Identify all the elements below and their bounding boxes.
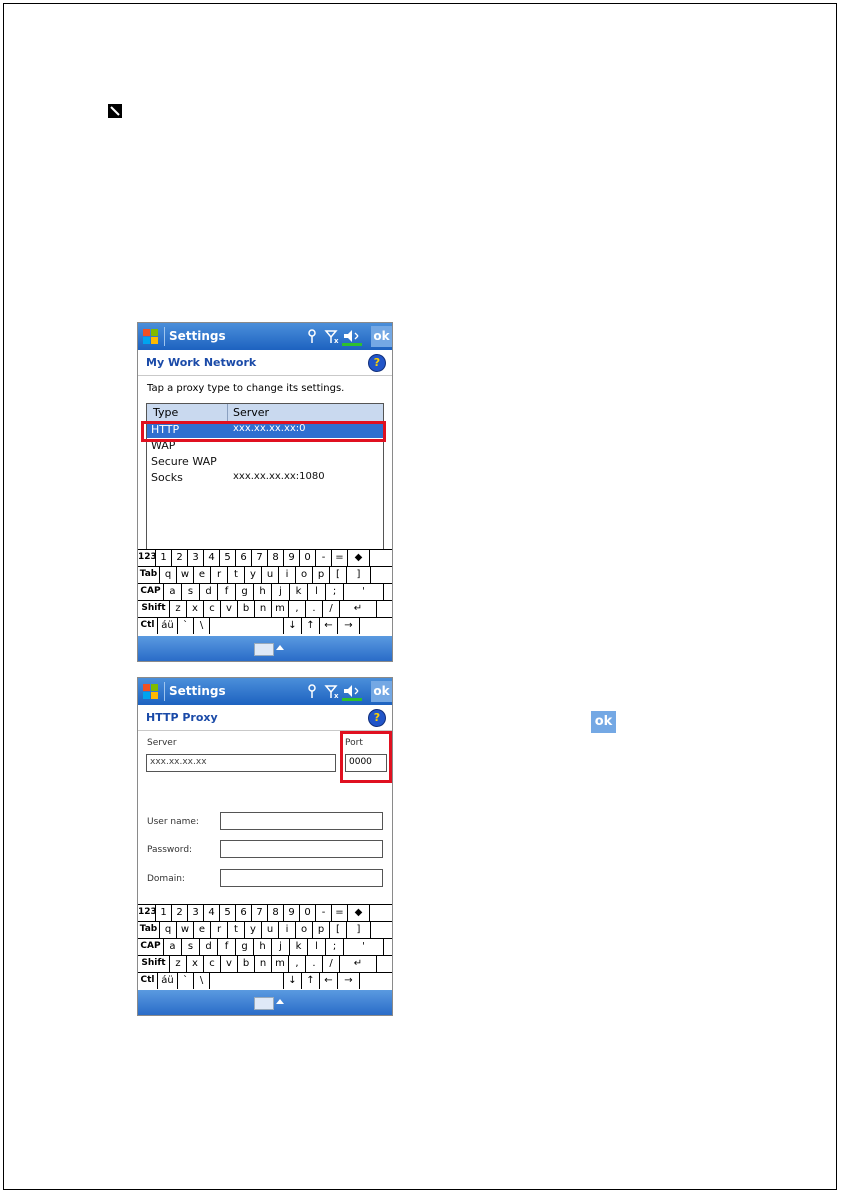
password-label: Password:: [147, 845, 193, 855]
key[interactable]: ': [344, 584, 384, 600]
key[interactable]: 0: [300, 905, 316, 921]
keyboard-row: [138, 955, 392, 972]
list-header: [147, 404, 383, 422]
help-icon[interactable]: ?: [368, 354, 386, 372]
key[interactable]: 5: [220, 905, 236, 921]
key[interactable]: n: [255, 956, 272, 972]
port-label: Port: [345, 738, 363, 748]
key[interactable]: 2: [172, 550, 188, 566]
key[interactable]: w: [177, 922, 194, 938]
key[interactable]: s: [182, 939, 200, 955]
key[interactable]: /: [323, 601, 340, 617]
key[interactable]: =: [332, 905, 348, 921]
key[interactable]: v: [221, 956, 238, 972]
key[interactable]: ←: [320, 618, 338, 634]
key[interactable]: `: [178, 618, 194, 634]
key[interactable]: h: [254, 584, 272, 600]
key[interactable]: ;: [326, 584, 344, 600]
keyboard-icon[interactable]: [254, 997, 274, 1010]
page-title: My Work Network: [146, 356, 257, 369]
key[interactable]: j: [272, 939, 290, 955]
app-title: Settings: [169, 329, 226, 343]
keyboard-row: [138, 583, 392, 600]
key[interactable]: o: [296, 567, 313, 583]
keyboard-row: [138, 904, 392, 921]
menu-bar: [138, 636, 392, 661]
signal-icon[interactable]: [324, 327, 340, 346]
domain-label: Domain:: [147, 874, 185, 884]
app-title: Settings: [169, 684, 226, 698]
key[interactable]: `: [178, 973, 194, 989]
key[interactable]: 5: [220, 550, 236, 566]
key[interactable]: ,: [289, 956, 306, 972]
title-separator: [164, 682, 165, 701]
soft-keyboard: [138, 904, 392, 989]
row-server: xxx.xx.xx.xx:0: [233, 423, 306, 434]
key[interactable]: CAP: [138, 584, 164, 600]
key[interactable]: e: [194, 567, 211, 583]
key[interactable]: /: [323, 956, 340, 972]
key[interactable]: e: [194, 922, 211, 938]
key[interactable]: 6: [236, 905, 252, 921]
title-bar: [138, 678, 392, 705]
key-space[interactable]: [210, 973, 284, 989]
key[interactable]: 123: [138, 550, 156, 566]
svg-text:x: x: [334, 692, 339, 700]
key[interactable]: Ctl: [138, 973, 158, 989]
instruction-text: Tap a proxy type to change its settings.: [147, 383, 345, 394]
key[interactable]: ↵: [340, 601, 377, 617]
key[interactable]: t: [228, 922, 245, 938]
key[interactable]: áü: [158, 973, 178, 989]
row-type: WAP: [151, 439, 176, 452]
key[interactable]: w: [177, 567, 194, 583]
key[interactable]: ◆: [348, 550, 370, 566]
key[interactable]: i: [279, 922, 296, 938]
caret-up-icon[interactable]: [276, 645, 284, 650]
key[interactable]: x: [187, 956, 204, 972]
column-header-type[interactable]: Type: [153, 406, 179, 419]
key[interactable]: q: [160, 922, 177, 938]
key[interactable]: z: [170, 956, 187, 972]
ok-button[interactable]: ok: [371, 681, 392, 702]
key[interactable]: p: [313, 922, 330, 938]
page-border: [3, 3, 837, 1190]
svg-text:x: x: [334, 337, 339, 345]
key[interactable]: u: [262, 567, 279, 583]
key[interactable]: Ctl: [138, 618, 158, 634]
page-header: [138, 350, 392, 376]
row-server: xxx.xx.xx.xx:1080: [233, 471, 325, 482]
key[interactable]: z: [170, 601, 187, 617]
help-icon[interactable]: ?: [368, 709, 386, 727]
key[interactable]: 9: [284, 905, 300, 921]
speaker-icon[interactable]: [342, 327, 364, 346]
row-type: Secure WAP: [151, 455, 217, 468]
key[interactable]: l: [308, 584, 326, 600]
key[interactable]: [: [330, 922, 347, 938]
key[interactable]: =: [332, 550, 348, 566]
server-field[interactable]: xxx.xx.xx.xx: [146, 754, 336, 772]
key[interactable]: Tab: [138, 567, 160, 583]
key[interactable]: r: [211, 567, 228, 583]
username-label: User name:: [147, 817, 199, 827]
key[interactable]: b: [238, 956, 255, 972]
server-label: Server: [147, 738, 177, 748]
key[interactable]: i: [279, 567, 296, 583]
key[interactable]: u: [262, 922, 279, 938]
row-type: HTTP: [151, 423, 180, 436]
key[interactable]: m: [272, 601, 289, 617]
list-item-secure-wap[interactable]: [147, 454, 383, 470]
key[interactable]: y: [245, 922, 262, 938]
key[interactable]: a: [164, 584, 182, 600]
password-field[interactable]: [220, 840, 383, 858]
menu-bar: [138, 990, 392, 1015]
key[interactable]: áü: [158, 618, 178, 634]
key[interactable]: l: [308, 939, 326, 955]
keyboard-row: [138, 938, 392, 955]
highlight-box: [340, 731, 392, 783]
http-proxy-screenshot: [137, 677, 393, 1016]
key[interactable]: ↓: [284, 973, 302, 989]
key[interactable]: \: [194, 618, 210, 634]
key[interactable]: d: [200, 584, 218, 600]
row-type: Socks: [151, 471, 183, 484]
port-field[interactable]: 0000: [345, 754, 387, 772]
key[interactable]: b: [238, 601, 255, 617]
key[interactable]: 4: [204, 550, 220, 566]
highlight-box: [141, 421, 386, 442]
keyboard-row: [138, 921, 392, 938]
key[interactable]: v: [221, 601, 238, 617]
key[interactable]: g: [236, 939, 254, 955]
key[interactable]: x: [187, 601, 204, 617]
key[interactable]: Shift: [138, 601, 170, 617]
key[interactable]: k: [290, 584, 308, 600]
windows-start-icon[interactable]: [141, 327, 161, 346]
ok-button[interactable]: ok: [371, 326, 392, 347]
key[interactable]: t: [228, 567, 245, 583]
key[interactable]: ;: [326, 939, 344, 955]
key[interactable]: \: [194, 973, 210, 989]
key[interactable]: [: [330, 567, 347, 583]
key[interactable]: -: [316, 550, 332, 566]
column-divider: [227, 404, 228, 421]
key[interactable]: r: [211, 922, 228, 938]
keyboard-row: [138, 600, 392, 617]
key[interactable]: n: [255, 601, 272, 617]
username-field[interactable]: [220, 812, 383, 830]
caret-up-icon[interactable]: [276, 999, 284, 1004]
key[interactable]: m: [272, 956, 289, 972]
key[interactable]: s: [182, 584, 200, 600]
key[interactable]: g: [236, 584, 254, 600]
key[interactable]: k: [290, 939, 308, 955]
antenna-icon[interactable]: [306, 682, 318, 701]
page-marker-icon: [108, 104, 122, 118]
key[interactable]: o: [296, 922, 313, 938]
key[interactable]: d: [200, 939, 218, 955]
key[interactable]: 8: [268, 550, 284, 566]
key[interactable]: 9: [284, 550, 300, 566]
key[interactable]: ↵: [340, 956, 377, 972]
keyboard-row: [138, 549, 392, 566]
key[interactable]: c: [204, 601, 221, 617]
key[interactable]: ↑: [302, 973, 320, 989]
key[interactable]: 7: [252, 905, 268, 921]
proxy-list-screenshot: [137, 322, 393, 662]
ok-button-inline-icon: ok: [591, 711, 616, 733]
key[interactable]: .: [306, 601, 323, 617]
signal-icon[interactable]: [324, 682, 340, 701]
keyboard-row: [138, 566, 392, 583]
key[interactable]: f: [218, 584, 236, 600]
key[interactable]: CAP: [138, 939, 164, 955]
key[interactable]: 123: [138, 905, 156, 921]
key[interactable]: j: [272, 584, 290, 600]
key[interactable]: a: [164, 939, 182, 955]
page-header: [138, 705, 392, 731]
key[interactable]: 3: [188, 550, 204, 566]
key[interactable]: 8: [268, 905, 284, 921]
key[interactable]: 1: [156, 550, 172, 566]
key[interactable]: ]: [347, 922, 371, 938]
key[interactable]: 6: [236, 550, 252, 566]
list-item-socks[interactable]: [147, 470, 383, 486]
key[interactable]: 2: [172, 905, 188, 921]
speaker-icon[interactable]: [342, 682, 364, 701]
key[interactable]: ↓: [284, 618, 302, 634]
title-separator: [164, 327, 165, 346]
key[interactable]: →: [338, 973, 360, 989]
keyboard-row: [138, 617, 392, 634]
key[interactable]: .: [306, 956, 323, 972]
key[interactable]: c: [204, 956, 221, 972]
key[interactable]: 0: [300, 550, 316, 566]
title-bar: [138, 323, 392, 350]
key[interactable]: q: [160, 567, 177, 583]
keyboard-icon[interactable]: [254, 643, 274, 656]
key[interactable]: f: [218, 939, 236, 955]
key[interactable]: ←: [320, 973, 338, 989]
key[interactable]: 3: [188, 905, 204, 921]
key[interactable]: h: [254, 939, 272, 955]
key[interactable]: -: [316, 905, 332, 921]
key[interactable]: y: [245, 567, 262, 583]
soft-keyboard: [138, 549, 392, 634]
key[interactable]: p: [313, 567, 330, 583]
key[interactable]: ': [344, 939, 384, 955]
domain-field[interactable]: [220, 869, 383, 887]
key[interactable]: 7: [252, 550, 268, 566]
key[interactable]: 4: [204, 905, 220, 921]
key[interactable]: 1: [156, 905, 172, 921]
windows-start-icon[interactable]: [141, 682, 161, 701]
key[interactable]: →: [338, 618, 360, 634]
page-title: HTTP Proxy: [146, 711, 218, 724]
key[interactable]: ]: [347, 567, 371, 583]
key[interactable]: ,: [289, 601, 306, 617]
column-header-server[interactable]: Server: [233, 406, 270, 419]
key-space[interactable]: [210, 618, 284, 634]
antenna-icon[interactable]: [306, 327, 318, 346]
key[interactable]: Tab: [138, 922, 160, 938]
key[interactable]: ◆: [348, 905, 370, 921]
key[interactable]: ↑: [302, 618, 320, 634]
key[interactable]: Shift: [138, 956, 170, 972]
keyboard-row: [138, 972, 392, 989]
